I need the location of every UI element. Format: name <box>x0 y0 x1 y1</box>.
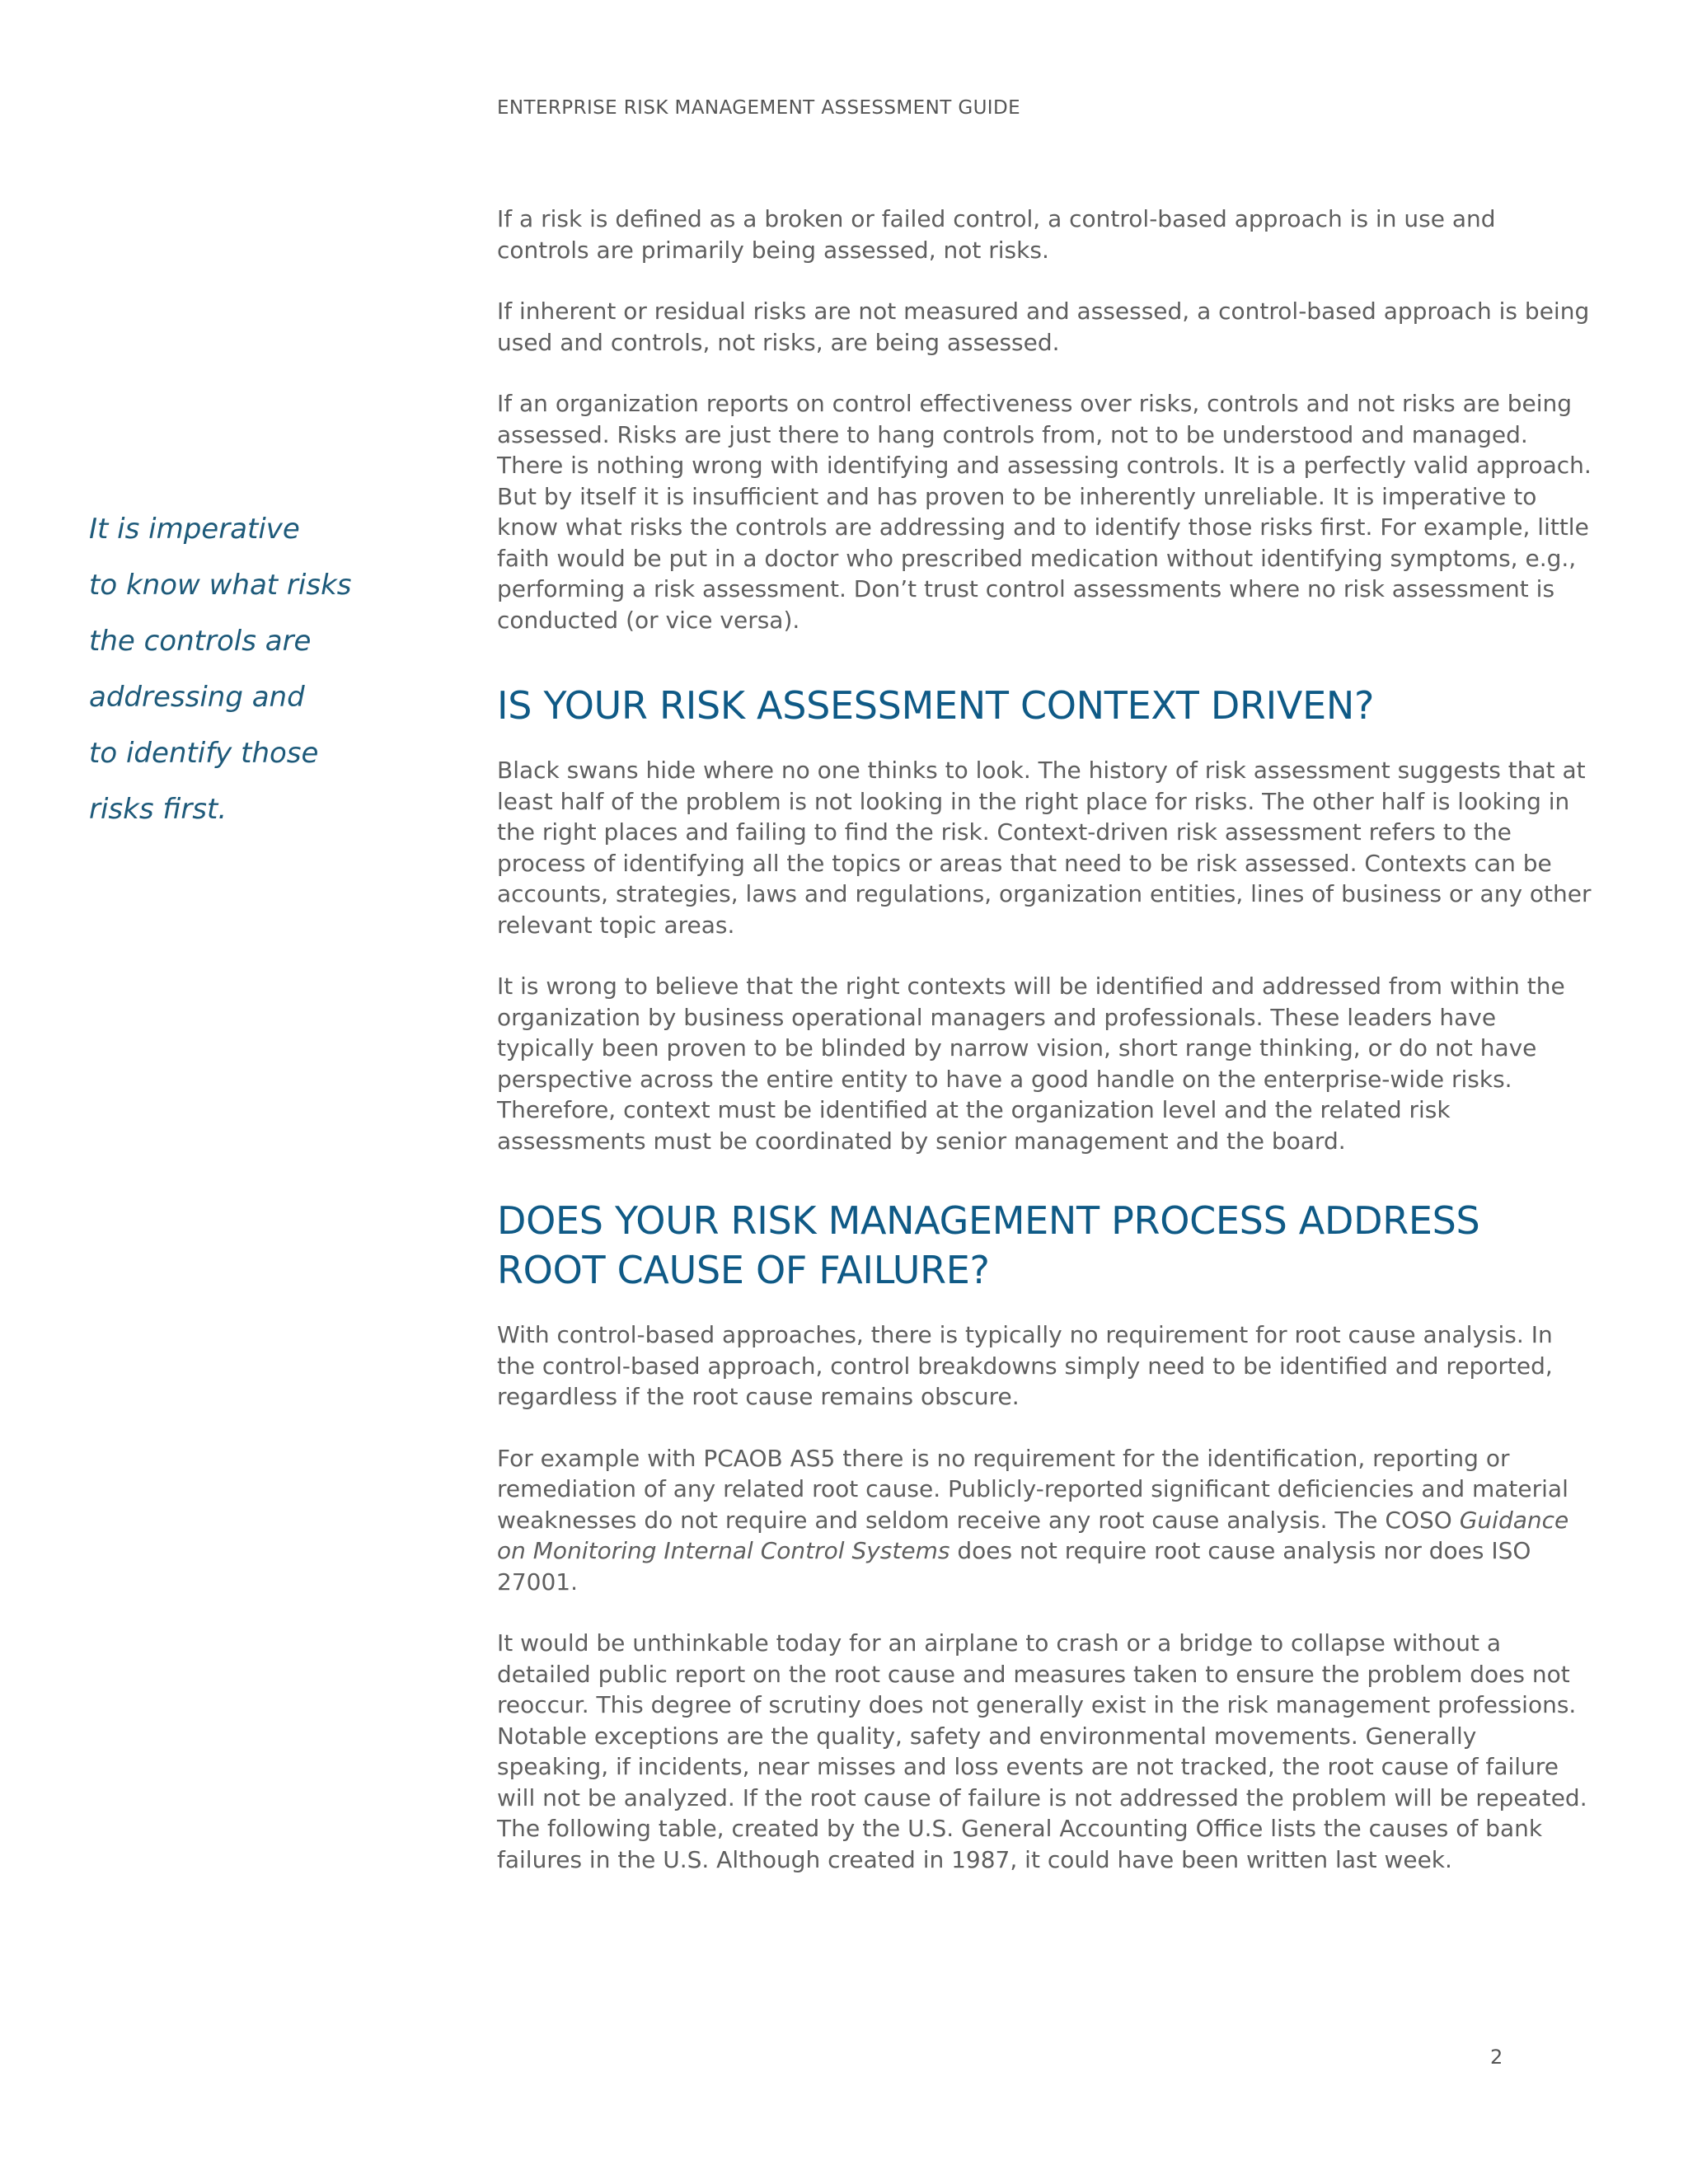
section-heading: IS YOUR RISK ASSESSMENT CONTEXT DRIVEN? <box>497 683 1375 728</box>
page-number: 2 <box>1490 2046 1503 2069</box>
paragraph-text: For example with PCAOB AS5 there is no requirement for the identification, reporting or remediation of any related root cause. Publicly-reported significant deficiencies and material weaknesses do not require and seldom receive any root cause analysis. The COSO <box>497 1444 1568 1534</box>
body-paragraph: If a risk is defined as a broken or failed control, a control-based approach is in use and controls are primarily being assessed, not risks. <box>497 205 1496 264</box>
body-paragraph: With control-based approaches, there is typically no requirement for root cause analysis. In the control-based approach, control breakdowns simply need to be identified and reported, regardless if the root cause remains obscure. <box>497 1321 1553 1410</box>
body-paragraph: It is wrong to believe that the right contexts will be identified and addressed from within the organization by business operational managers and professionals. These leaders have typically been proven to be blinded by narrow vision, short range thinking, or do not have perspective across the entire entity to have a good handle on the enterprise-wide risks. Therefore, context must be identified at the organization level and the related risk assessments must be coordinated by senior management and the board. <box>497 972 1565 1155</box>
body-paragraph: If an organization reports on control effectiveness over risks, controls and not risks are being assessed. Risks are just there to hang controls from, not to be understood and managed. There is nothing wrong with identifying and assessing controls. It is a perfectly valid approach. But by itself it is insufficient and has proven to be inherently unreliable. It is imperative to know what risks the controls are addressing and to identify those risks first. For example, little faith would be put in a doctor who prescribed medication without identifying symptoms, e.g., performing a risk assessment. Don’t trust control assessments where no risk assessment is conducted (or vice versa). <box>497 390 1592 634</box>
body-paragraph: If inherent or residual risks are not measured and assessed, a control-based approach is being used and controls, not risks, are being assessed. <box>497 298 1590 356</box>
pull-quote-line: It is imperative <box>89 513 300 546</box>
running-header-title: ENTERPRISE RISK MANAGEMENT ASSESSMENT GUIDE <box>497 97 1021 119</box>
body-paragraph: It would be unthinkable today for an airplane to crash or a bridge to collapse without a detailed public report on the root cause and measures taken to ensure the problem does not reoccur. This degree of scrutiny does not generally exist in the risk management professions. Notable exceptions are the quality, safety and environmental movements. Generally speaking, if incidents, near misses and loss events are not tracked, the root cause of failure will not be analyzed. If the root cause of failure is not addressed the problem will be repeated. The following table, created by the U.S. General Accounting Office lists the causes of bank failures in the U.S. Although created in 1987, it could have been written last week. <box>497 1629 1587 1873</box>
body-paragraph: Black swans hide where no one thinks to look. The history of risk assessment suggests that at least half of the problem is not looking in the right place for risks. The other half is looking in the right places and failing to find the risk. Context-driven risk assessment refers to the process of identifying all the topics or areas that need to be risk assessed. Contexts can be accounts, strategies, laws and regulations, organization entities, lines of business or any other relevant topic areas. <box>497 757 1592 939</box>
pull-quote-line: to identify those <box>89 737 319 770</box>
pull-quote-line: addressing and <box>89 681 305 714</box>
section-heading: DOES YOUR RISK MANAGEMENT PROCESS ADDRESS ROOT CAUSE OF FAILURE? <box>497 1198 1480 1292</box>
pull-quote <box>89 501 369 837</box>
paragraph-text: does not require root cause analysis nor does ISO 27001. <box>497 1537 1531 1596</box>
pull-quote-line: the controls are <box>89 625 312 658</box>
section-root-cause <box>497 1196 1593 1875</box>
main-content <box>497 204 1593 1905</box>
body-paragraph <box>497 1443 1593 1598</box>
document-title-reference: Guidance on Monitoring Internal Control Systems <box>497 1506 1569 1564</box>
pull-quote-line: to know what risks <box>89 569 352 602</box>
pull-quote-line: risks first. <box>89 793 227 826</box>
section-context-driven <box>497 681 1593 1156</box>
